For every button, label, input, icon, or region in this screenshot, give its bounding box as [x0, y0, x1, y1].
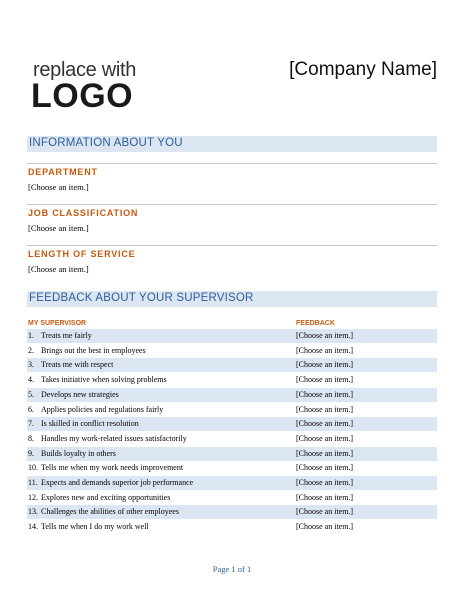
department-label: DEPARTMENT: [28, 167, 98, 177]
row-number: 12.: [28, 492, 38, 502]
table-row: [27, 417, 437, 431]
table-row: [27, 432, 437, 446]
divider: [27, 204, 437, 205]
divider: [27, 163, 437, 164]
feedback-select[interactable]: [Choose an item.]: [296, 360, 354, 370]
feedback-select[interactable]: [Choose an item.]: [296, 522, 354, 532]
feedback-select[interactable]: [Choose an item.]: [296, 478, 354, 487]
table-row: [27, 403, 437, 417]
logo-placeholder: LOGO: [31, 77, 134, 115]
length-of-service-select[interactable]: [Choose an item.]: [28, 264, 89, 274]
feedback-select[interactable]: [Choose an item.]: [296, 345, 354, 355]
table-row: [27, 373, 437, 387]
page-number: Page 1 of 1: [212, 564, 252, 574]
feedback-select[interactable]: [Choose an item.]: [296, 389, 354, 399]
section-info-banner: [27, 136, 437, 152]
table-row: [27, 461, 437, 475]
row-number: 4.: [28, 375, 34, 385]
row-statement: Applies policies and regulations fairly: [41, 404, 164, 414]
row-statement: Tells me when I do my work well: [41, 522, 149, 532]
section-info-title: INFORMATION ABOUT YOU: [29, 137, 183, 149]
table-header-feedback: FEEDBACK: [296, 320, 335, 327]
row-number: 9.: [28, 448, 34, 458]
job-classification-label: JOB CLASSIFICATION: [28, 208, 139, 218]
divider: [27, 245, 437, 246]
row-number: 5.: [28, 389, 34, 399]
row-statement: Takes initiative when solving problems: [41, 375, 167, 385]
feedback-select[interactable]: [Choose an item.]: [296, 404, 354, 414]
row-number: 10.: [28, 463, 38, 473]
table-header-supervisor: MY SUPERVISOR: [28, 320, 87, 327]
section-feedback-banner: [27, 291, 437, 307]
table-row: [27, 447, 437, 461]
row-statement: Is skilled in conflict resolution: [41, 419, 139, 429]
section-feedback-title: FEEDBACK ABOUT YOUR SUPERVISOR: [29, 292, 254, 304]
row-number: 13.: [28, 507, 38, 517]
row-statement: Builds loyalty in others: [41, 448, 116, 458]
row-statement: Treats me fairly: [41, 331, 92, 340]
row-statement: Challenges the abilities of other employees: [41, 507, 179, 517]
table-row: [27, 388, 437, 402]
feedback-select[interactable]: [Choose an item.]: [296, 331, 354, 340]
company-name[interactable]: [Company Name]: [289, 59, 437, 80]
row-statement: Develops new strategies: [41, 389, 119, 399]
logo-placeholder-top: replace with: [33, 59, 137, 81]
feedback-select[interactable]: [Choose an item.]: [296, 507, 354, 517]
table-row: [27, 344, 437, 358]
table-row: [27, 329, 437, 343]
feedback-select[interactable]: [Choose an item.]: [296, 492, 354, 502]
table-row: [27, 505, 437, 519]
department-select[interactable]: [Choose an item.]: [28, 182, 89, 192]
table-row: [27, 520, 437, 534]
feedback-select[interactable]: [Choose an item.]: [296, 448, 354, 458]
job-classification-select[interactable]: [Choose an item.]: [28, 223, 89, 233]
feedback-select[interactable]: [Choose an item.]: [296, 375, 354, 385]
row-number: 11.: [28, 478, 38, 487]
row-number: 14.: [28, 522, 38, 532]
row-number: 8.: [28, 433, 34, 443]
row-statement: Brings out the best in employees: [41, 345, 146, 355]
table-row: [27, 358, 437, 372]
row-statement: Tells me when my work needs improvement: [41, 463, 184, 473]
table-row: [27, 491, 437, 505]
length-of-service-label: LENGTH OF SERVICE: [28, 249, 136, 259]
feedback-select[interactable]: [Choose an item.]: [296, 433, 354, 443]
row-statement: Expects and demands superior job performance: [41, 478, 194, 487]
row-number: 1.: [28, 331, 34, 340]
row-statement: Handles my work-related issues satisfactorily: [41, 433, 187, 443]
row-number: 7.: [28, 419, 34, 429]
table-row: [27, 476, 437, 490]
row-statement: Treats me with respect: [41, 360, 114, 370]
feedback-select[interactable]: [Choose an item.]: [296, 463, 354, 473]
row-number: 2.: [28, 345, 34, 355]
feedback-select[interactable]: [Choose an item.]: [296, 419, 354, 429]
row-number: 3.: [28, 360, 34, 370]
row-statement: Explores new and exciting opportunities: [41, 492, 171, 502]
row-number: 6.: [28, 404, 34, 414]
